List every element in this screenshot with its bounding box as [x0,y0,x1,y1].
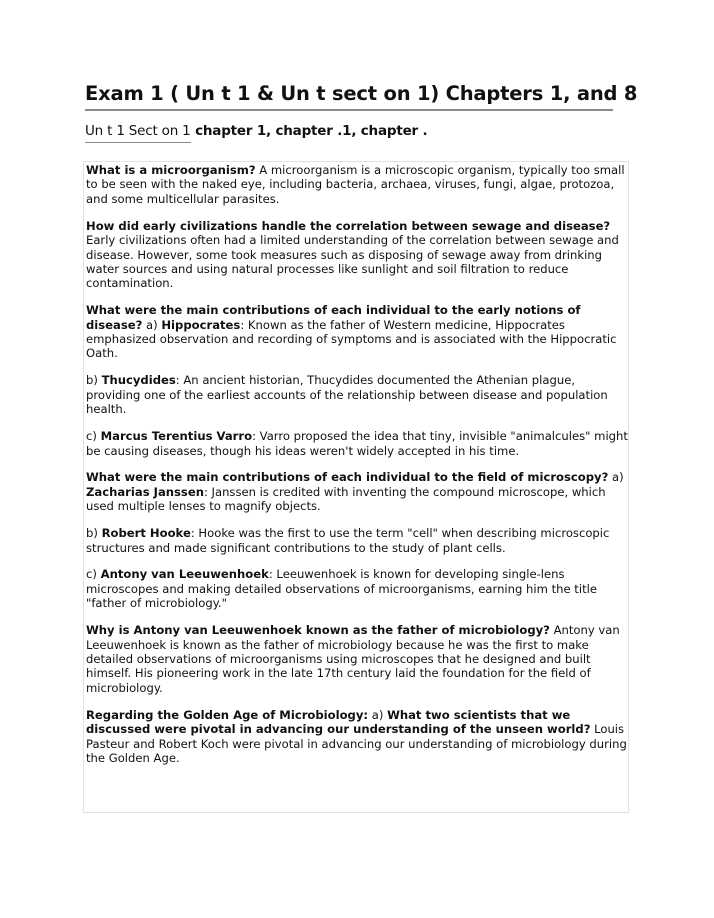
answer: : Varro proposed the idea that tiny, invisible "animalcules" might be causing diseases, though his ideas weren't widely accepted in his time. [86,429,628,458]
answer: : Leeuwenhoek is known for developing single-lens microscopes and making detailed observations of microorganisms, earning him the title "father of microbiology." [86,567,597,611]
answer: A microorganism is a microscopic organism, typically too small to be seen with the naked eye, including bacteria, archaea, viruses, fungi, algae, protozoa, and some multicellular parasites. [86,163,625,206]
question: What were the main contributions of each individual to the field of microscopy? [86,470,609,485]
person-name: Marcus Terentius Varro [100,429,253,444]
person-name: Zacharias Janssen [86,484,204,499]
person-name: Robert Hooke [101,526,191,541]
answer: Antony van Leeuwenhoek is known as the father of microbiology because he was the first to make detailed observations of microorganisms using microscopes that he designed and built himself. His pioneering work in the late 17th century laid the foundation for the field of microbiology. [86,623,620,695]
qa-entry [86,470,628,513]
qa-entry [86,303,628,361]
subtitle [85,121,427,143]
item-prefix: a) [142,317,162,332]
sub-question: What two scientists that we discussed were pivotal in advancing our understanding of the unseen world? [86,707,591,737]
qa-content [83,161,629,813]
item-prefix: b) [86,526,102,541]
qa-entry [86,526,628,555]
person-name: Antony van Leeuwenhoek [100,567,269,582]
item-prefix: c) [86,567,101,582]
qa-entry [86,429,628,458]
qa-entry [86,163,628,206]
question: What were the main contributions of each individual to the early notions of disease? [86,303,581,332]
item-prefix: a) [608,470,624,485]
item-prefix: a) [368,707,388,722]
page-title: Exam 1 ( Un t 1 & Un t sect on 1) Chapters 1, and 8 [85,80,613,111]
answer: : Known as the father of Western medicine, Hippocrates emphasized observation and recording of symptoms and is associated with the Hippocratic Oath. [86,317,617,361]
answer: Louis Pasteur and Robert Koch were pivotal in advancing our understanding of microbiology during the Golden Age. [86,722,627,765]
answer: : An ancient historian, Thucydides documented the Athenian plague, providing one of the earliest accounts of the relationship between disease and population health. [86,373,608,417]
question: Why is Antony van Leeuwenhoek known as the father of microbiology? [86,623,550,638]
qa-entry [86,567,628,610]
question: How did early civilizations handle the correlation between sewage and disease? [86,218,611,233]
answer: : Hooke was the first to use the term "cell" when describing microscopic structures and made significant contributions to the study of plant cells. [86,526,610,555]
question: Regarding the Golden Age of Microbiology: [86,707,369,722]
qa-entry [86,373,628,416]
chapters-label: chapter 1, chapter .1, chapter . [190,123,428,139]
qa-entry [86,623,628,695]
unit-section-label: Un t 1 Sect on 1 [85,121,191,143]
answer: : Janssen is credited with inventing the compound microscope, which used multiple lenses to magnify objects. [86,484,606,514]
item-prefix: b) [86,373,102,388]
item-prefix: c) [86,429,101,444]
question: What is a microorganism? [86,163,256,177]
answer: Early civilizations often had a limited understanding of the correlation between sewage and disease. However, some took measures such as disposing of sewage away from drinking water sources and using natural processes like sunlight and soil filtration to reduce contamination. [86,233,619,291]
qa-entry [86,708,628,766]
qa-entry [86,219,628,291]
person-name: Thucydides [101,373,176,388]
person-name: Hippocrates [161,317,241,332]
